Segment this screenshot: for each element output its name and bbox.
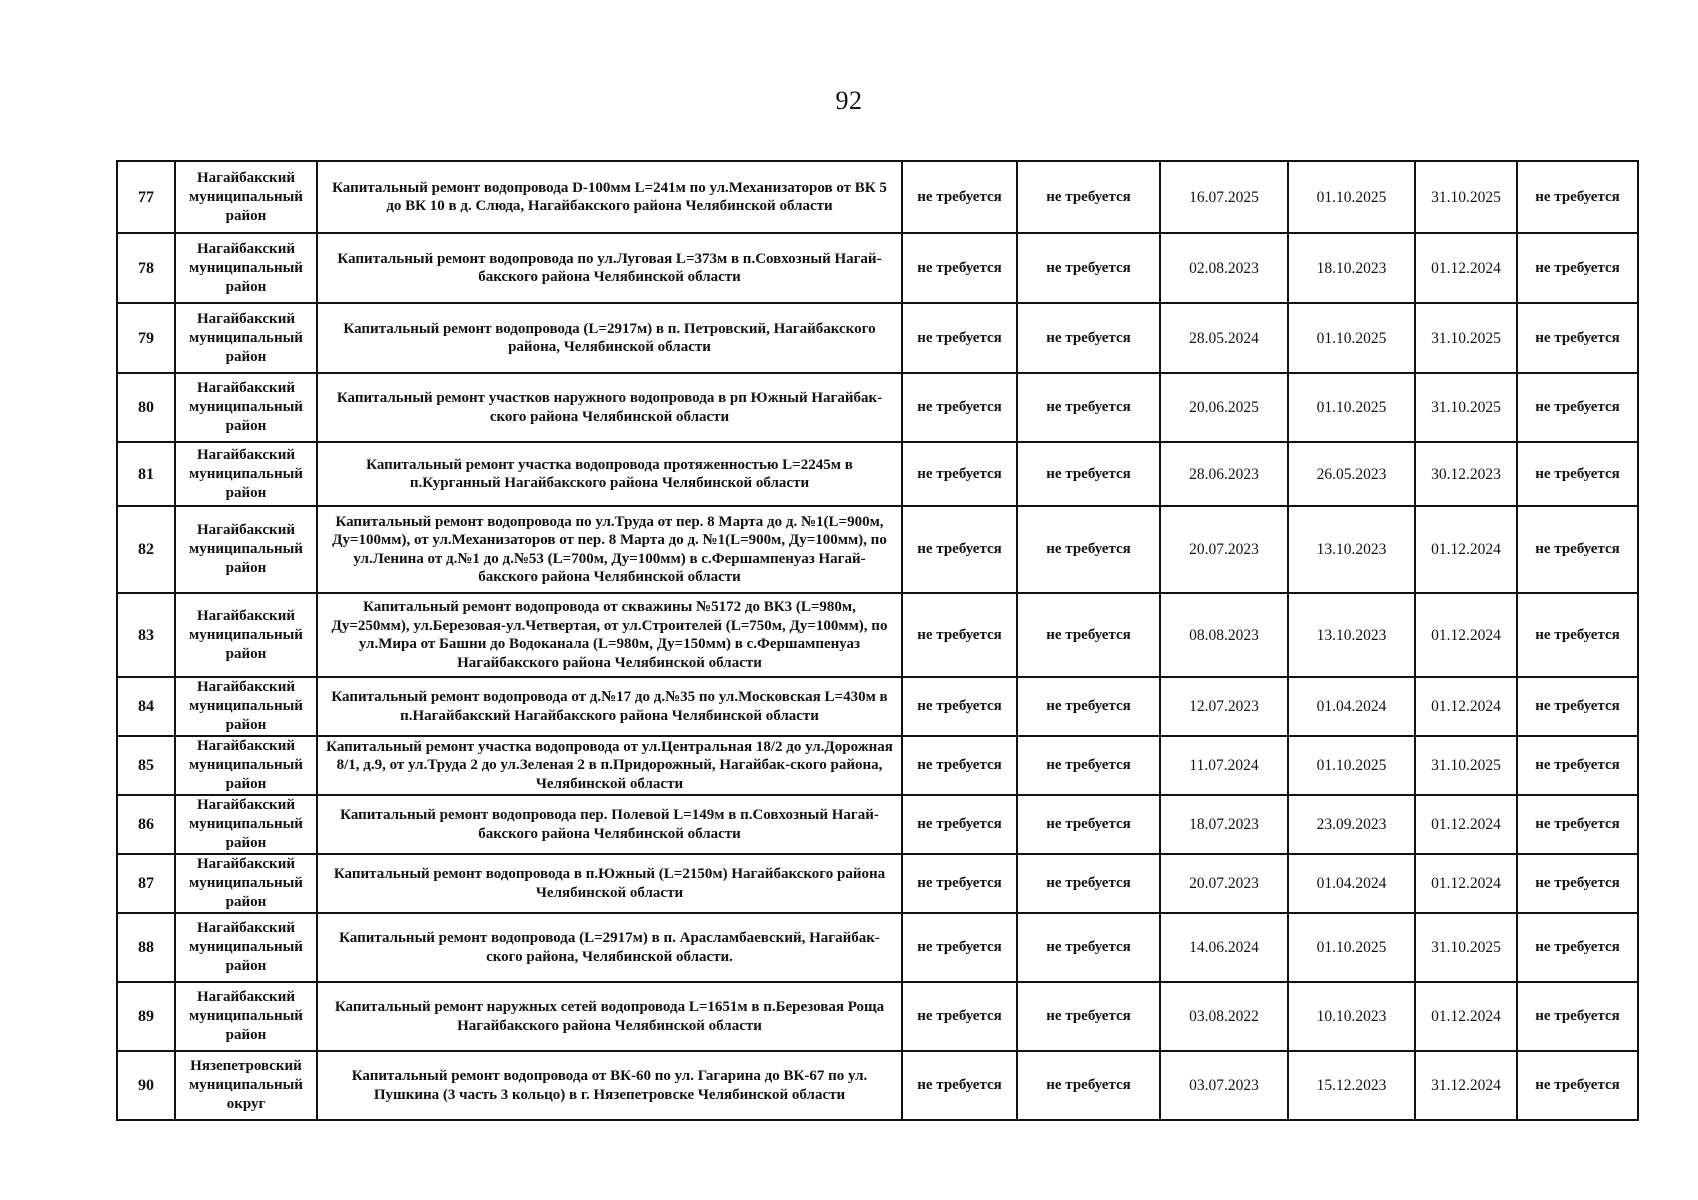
row-number: 87 bbox=[117, 854, 175, 913]
requirement-cell: не требуется bbox=[1517, 161, 1638, 233]
requirement-cell: не требуется bbox=[902, 442, 1017, 506]
date-cell: 18.10.2023 bbox=[1288, 233, 1415, 303]
date-cell: 13.10.2023 bbox=[1288, 506, 1415, 593]
requirement-cell: не требуется bbox=[902, 303, 1017, 373]
description-cell: Капитальный ремонт водопровода по ул.Луговая L=373м в п.Совхозный Нагай-бакского района Челябинской области bbox=[317, 233, 902, 303]
row-number: 83 bbox=[117, 593, 175, 677]
description-cell: Капитальный ремонт водопровода от ВК-60 по ул. Гагарина до ВК-67 по ул. Пушкина (3 часть 3 кольцо) в г. Нязепетровске Челябинской области bbox=[317, 1051, 902, 1120]
district-cell: Нагайбакский муниципальный район bbox=[175, 442, 317, 506]
row-number: 85 bbox=[117, 736, 175, 795]
date-cell: 26.05.2023 bbox=[1288, 442, 1415, 506]
table-row bbox=[117, 854, 1638, 913]
row-number: 82 bbox=[117, 506, 175, 593]
table-row bbox=[117, 506, 1638, 593]
requirement-cell: не требуется bbox=[1517, 736, 1638, 795]
table-row bbox=[117, 233, 1638, 303]
requirement-cell: не требуется bbox=[902, 1051, 1017, 1120]
requirement-cell: не требуется bbox=[1017, 736, 1160, 795]
table-row bbox=[117, 442, 1638, 506]
requirement-cell: не требуется bbox=[1017, 795, 1160, 854]
page-number: 92 bbox=[835, 86, 863, 115]
date-cell: 03.08.2022 bbox=[1160, 982, 1288, 1051]
district-cell: Нагайбакский муниципальный район bbox=[175, 982, 317, 1051]
projects-table bbox=[116, 160, 1639, 1121]
date-cell: 08.08.2023 bbox=[1160, 593, 1288, 677]
district-cell: Нагайбакский муниципальный район bbox=[175, 795, 317, 854]
date-cell: 18.07.2023 bbox=[1160, 795, 1288, 854]
description-cell: Капитальный ремонт участка водопровода от ул.Центральная 18/2 до ул.Дорожная 8/1, д.9, от ул.Труда 2 до ул.Зеленая 2 в п.Придорожный, Нагайбак-ского района, Челябинской области bbox=[317, 736, 902, 795]
table-row bbox=[117, 303, 1638, 373]
table-row bbox=[117, 593, 1638, 677]
date-cell: 14.06.2024 bbox=[1160, 913, 1288, 982]
date-cell: 20.06.2025 bbox=[1160, 373, 1288, 442]
district-cell: Нагайбакский муниципальный район bbox=[175, 233, 317, 303]
description-cell: Капитальный ремонт участка водопровода протяженностью L=2245м в п.Курганный Нагайбакского района Челябинской области bbox=[317, 442, 902, 506]
row-number: 77 bbox=[117, 161, 175, 233]
requirement-cell: не требуется bbox=[902, 373, 1017, 442]
date-cell: 13.10.2023 bbox=[1288, 593, 1415, 677]
date-cell: 10.10.2023 bbox=[1288, 982, 1415, 1051]
date-cell: 01.12.2024 bbox=[1415, 593, 1517, 677]
requirement-cell: не требуется bbox=[1017, 982, 1160, 1051]
date-cell: 01.10.2025 bbox=[1288, 373, 1415, 442]
date-cell: 30.12.2023 bbox=[1415, 442, 1517, 506]
requirement-cell: не требуется bbox=[1517, 442, 1638, 506]
table-row bbox=[117, 913, 1638, 982]
date-cell: 28.06.2023 bbox=[1160, 442, 1288, 506]
district-cell: Нагайбакский муниципальный район bbox=[175, 303, 317, 373]
row-number: 90 bbox=[117, 1051, 175, 1120]
date-cell: 03.07.2023 bbox=[1160, 1051, 1288, 1120]
row-number: 81 bbox=[117, 442, 175, 506]
date-cell: 01.12.2024 bbox=[1415, 795, 1517, 854]
date-cell: 01.12.2024 bbox=[1415, 506, 1517, 593]
date-cell: 28.05.2024 bbox=[1160, 303, 1288, 373]
requirement-cell: не требуется bbox=[902, 795, 1017, 854]
requirement-cell: не требуется bbox=[1017, 593, 1160, 677]
requirement-cell: не требуется bbox=[1017, 854, 1160, 913]
district-cell: Нагайбакский муниципальный район bbox=[175, 506, 317, 593]
date-cell: 20.07.2023 bbox=[1160, 506, 1288, 593]
date-cell: 01.12.2024 bbox=[1415, 982, 1517, 1051]
requirement-cell: не требуется bbox=[902, 736, 1017, 795]
description-cell: Капитальный ремонт водопровода (L=2917м) в п. Петровский, Нагайбакского района, Челябинской области bbox=[317, 303, 902, 373]
district-cell: Нагайбакский муниципальный район bbox=[175, 373, 317, 442]
requirement-cell: не требуется bbox=[902, 913, 1017, 982]
row-number: 79 bbox=[117, 303, 175, 373]
district-cell: Нагайбакский муниципальный район bbox=[175, 854, 317, 913]
requirement-cell: не требуется bbox=[1017, 677, 1160, 736]
requirement-cell: не требуется bbox=[1517, 982, 1638, 1051]
district-cell: Нагайбакский муниципальный район bbox=[175, 593, 317, 677]
date-cell: 01.04.2024 bbox=[1288, 854, 1415, 913]
date-cell: 20.07.2023 bbox=[1160, 854, 1288, 913]
description-cell: Капитальный ремонт водопровода по ул.Труда от пер. 8 Марта до д. №1(L=900м, Ду=100мм), от ул.Механизаторов от пер. 8 Марта до д. №1(L=900м, Ду=100мм), по ул.Ленина от д.№1 до д.№53 (L=700м, Ду=100мм) в с.Фершампенуаз Нагай-бакского района Челябинской области bbox=[317, 506, 902, 593]
date-cell: 02.08.2023 bbox=[1160, 233, 1288, 303]
row-number: 78 bbox=[117, 233, 175, 303]
date-cell: 01.12.2024 bbox=[1415, 677, 1517, 736]
date-cell: 31.10.2025 bbox=[1415, 736, 1517, 795]
date-cell: 31.10.2025 bbox=[1415, 373, 1517, 442]
date-cell: 01.10.2025 bbox=[1288, 913, 1415, 982]
row-number: 80 bbox=[117, 373, 175, 442]
date-cell: 31.10.2025 bbox=[1415, 913, 1517, 982]
table-row bbox=[117, 982, 1638, 1051]
requirement-cell: не требуется bbox=[1017, 161, 1160, 233]
requirement-cell: не требуется bbox=[1017, 1051, 1160, 1120]
date-cell: 16.07.2025 bbox=[1160, 161, 1288, 233]
requirement-cell: не требуется bbox=[902, 677, 1017, 736]
requirement-cell: не требуется bbox=[1017, 913, 1160, 982]
description-cell: Капитальный ремонт водопровода D-100мм L=241м по ул.Механизаторов от ВК 5 до ВК 10 в д. Слюда, Нагайбакского района Челябинской области bbox=[317, 161, 902, 233]
date-cell: 01.10.2025 bbox=[1288, 303, 1415, 373]
requirement-cell: не требуется bbox=[1517, 373, 1638, 442]
district-cell: Нагайбакский муниципальный район bbox=[175, 677, 317, 736]
date-cell: 01.10.2025 bbox=[1288, 161, 1415, 233]
requirement-cell: не требуется bbox=[1017, 442, 1160, 506]
row-number: 88 bbox=[117, 913, 175, 982]
table-row bbox=[117, 161, 1638, 233]
table-row bbox=[117, 373, 1638, 442]
requirement-cell: не требуется bbox=[1517, 303, 1638, 373]
description-cell: Капитальный ремонт водопровода (L=2917м) в п. Арасламбаевский, Нагайбак-ского района, Челябинской области. bbox=[317, 913, 902, 982]
requirement-cell: не требуется bbox=[902, 593, 1017, 677]
requirement-cell: не требуется bbox=[902, 982, 1017, 1051]
date-cell: 01.12.2024 bbox=[1415, 854, 1517, 913]
description-cell: Капитальный ремонт водопровода от д.№17 до д.№35 по ул.Московская L=430м в п.Нагайбакский Нагайбакского района Челябинской области bbox=[317, 677, 902, 736]
date-cell: 31.10.2025 bbox=[1415, 303, 1517, 373]
description-cell: Капитальный ремонт водопровода в п.Южный (L=2150м) Нагайбакского района Челябинской области bbox=[317, 854, 902, 913]
requirement-cell: не требуется bbox=[902, 854, 1017, 913]
requirement-cell: не требуется bbox=[1017, 506, 1160, 593]
requirement-cell: не требуется bbox=[902, 233, 1017, 303]
description-cell: Капитальный ремонт водопровода пер. Полевой L=149м в п.Совхозный Нагай-бакского района Челябинской области bbox=[317, 795, 902, 854]
requirement-cell: не требуется bbox=[1517, 1051, 1638, 1120]
date-cell: 01.10.2025 bbox=[1288, 736, 1415, 795]
requirement-cell: не требуется bbox=[1017, 303, 1160, 373]
district-cell: Нагайбакский муниципальный район bbox=[175, 161, 317, 233]
date-cell: 01.04.2024 bbox=[1288, 677, 1415, 736]
date-cell: 15.12.2023 bbox=[1288, 1051, 1415, 1120]
district-cell: Нагайбакский муниципальный район bbox=[175, 913, 317, 982]
table-row bbox=[117, 677, 1638, 736]
district-cell: Нязепетровский муниципальный округ bbox=[175, 1051, 317, 1120]
requirement-cell: не требуется bbox=[1517, 795, 1638, 854]
row-number: 84 bbox=[117, 677, 175, 736]
district-cell: Нагайбакский муниципальный район bbox=[175, 736, 317, 795]
requirement-cell: не требуется bbox=[1017, 373, 1160, 442]
requirement-cell: не требуется bbox=[902, 506, 1017, 593]
requirement-cell: не требуется bbox=[1017, 233, 1160, 303]
table-body bbox=[117, 161, 1638, 1120]
date-cell: 12.07.2023 bbox=[1160, 677, 1288, 736]
requirement-cell: не требуется bbox=[902, 161, 1017, 233]
requirement-cell: не требуется bbox=[1517, 506, 1638, 593]
row-number: 86 bbox=[117, 795, 175, 854]
description-cell: Капитальный ремонт водопровода от скважины №5172 до ВК3 (L=980м, Ду=250мм), ул.Березовая-ул.Четвертая, от ул.Строителей (L=750м, Ду=100мм), по ул.Мира от Башни до Водоканала (L=980м, Ду=150мм) в с.Фершампенуаз Нагайбакского района Челябинской области bbox=[317, 593, 902, 677]
date-cell: 23.09.2023 bbox=[1288, 795, 1415, 854]
date-cell: 11.07.2024 bbox=[1160, 736, 1288, 795]
requirement-cell: не требуется bbox=[1517, 233, 1638, 303]
row-number: 89 bbox=[117, 982, 175, 1051]
description-cell: Капитальный ремонт наружных сетей водопровода L=1651м в п.Березовая Роща Нагайбакского района Челябинской области bbox=[317, 982, 902, 1051]
description-cell: Капитальный ремонт участков наружного водопровода в рп Южный Нагайбак-ского района Челябинской области bbox=[317, 373, 902, 442]
projects-table-wrapper bbox=[116, 160, 1639, 1121]
table-row bbox=[117, 736, 1638, 795]
date-cell: 31.10.2025 bbox=[1415, 161, 1517, 233]
table-row bbox=[117, 1051, 1638, 1120]
requirement-cell: не требуется bbox=[1517, 913, 1638, 982]
table-row bbox=[117, 795, 1638, 854]
date-cell: 31.12.2024 bbox=[1415, 1051, 1517, 1120]
date-cell: 01.12.2024 bbox=[1415, 233, 1517, 303]
requirement-cell: не требуется bbox=[1517, 593, 1638, 677]
requirement-cell: не требуется bbox=[1517, 854, 1638, 913]
requirement-cell: не требуется bbox=[1517, 677, 1638, 736]
